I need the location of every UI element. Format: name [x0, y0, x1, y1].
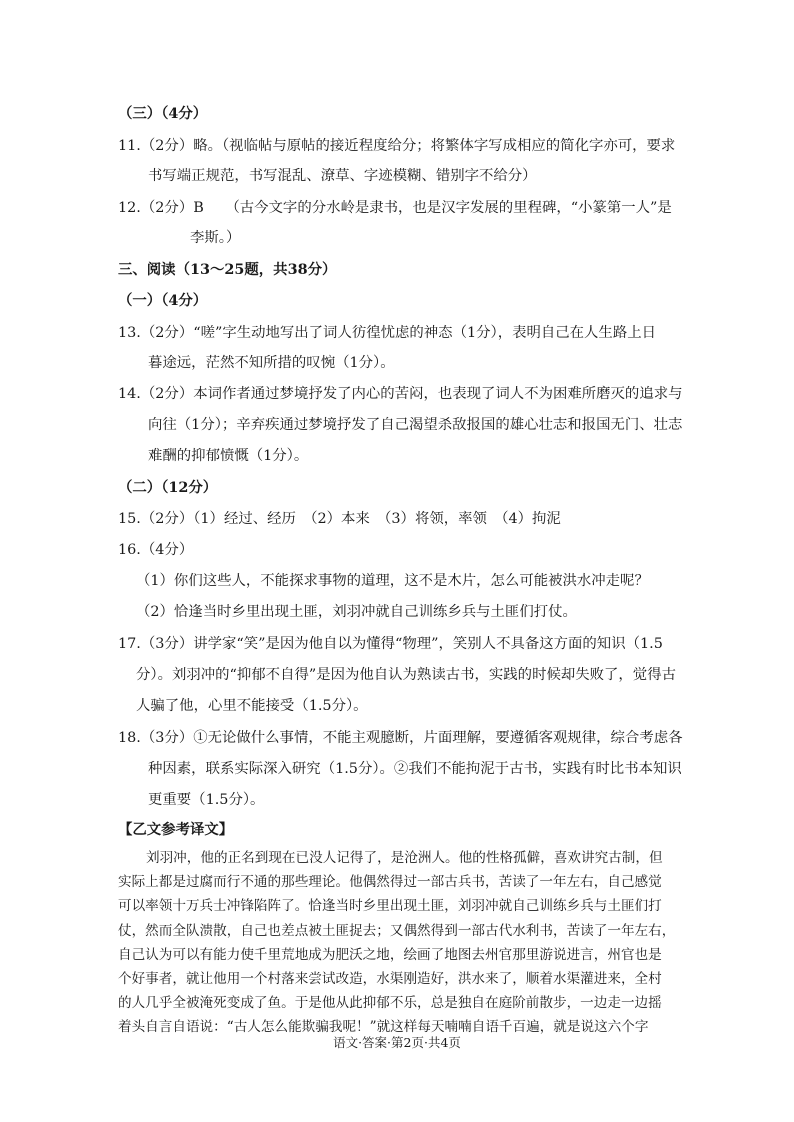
translation-header: 【乙文参考译文】: [118, 821, 234, 838]
q17-line-2: 分）。刘羽冲的“抑郁不自得”是因为他自认为熟读古书，实践的时候却失败了，觉得古: [136, 667, 676, 683]
section-3-header: （三）（4分）: [118, 105, 208, 122]
part-3-header: 三、阅读（13～25题，共38分）: [118, 261, 337, 278]
subsection-2-header: （二）（12分）: [118, 479, 218, 496]
q16-answer-2: （2）恰逢当时乡里出现土匪，刘羽冲就自己训练乡兵与土匪们打仗。: [136, 604, 577, 620]
q14-line-1: 14.（2分）本词作者通过梦境抒发了内心的苦闷，也表现了词人不为困难所磨灭的追求与: [118, 386, 683, 402]
q18-line-2: 种因素，联系实际深入研究（1.5分）。②我们不能拘泥于古书，实践有时比书本知识: [148, 761, 682, 777]
translation-line: 可以率领十万兵士冲锋陷阵了。恰逢当时乡里出现土匪，刘羽冲就自己训练乡兵与土匪们打: [118, 898, 662, 915]
q13-line-1: 13.（2分）“嗟”字生动地写出了词人彷徨忧虑的神态（1分），表明自己在人生路上日: [118, 325, 656, 341]
q16-answer-1: （1）你们这些人，不能探求事物的道理，这不是木片，怎么可能被洪水冲走呢？: [136, 573, 649, 589]
q15-line: 15.（2分）（1）经过、经历 （2）本来 （3）将领，率领 （4）拘泥: [118, 511, 561, 527]
translation-line: 着头自言自语说：“古人怎么能欺骗我呢！”就这样每天喃喃自语千百遍，就是说这六个字: [118, 1019, 649, 1036]
q18-line-3: 更重要（1.5分）。: [148, 792, 265, 808]
subsection-1-header: （一）（4分）: [118, 292, 208, 309]
q14-line-3: 难酬的抑郁愤慨（1分）。: [148, 448, 309, 464]
q17-line-1: 17.（3分）讲学家“笑”是因为他自以为懂得“物理”，笑别人不具备这方面的知识（1.5: [118, 636, 663, 652]
page-footer: 语文·答案·第2页·共4页: [333, 1035, 461, 1050]
q12-line-2: 李斯。）: [190, 230, 241, 246]
q13-line-2: 暮途远，茫然不知所措的叹惋（1分）。: [148, 355, 395, 371]
translation-line: 仗，然而全队溃散，自己也差点被土匪捉去；又偶然得到一部古代水利书，苦读了一年左右，: [118, 922, 676, 939]
translation-line: 个好事者，就让他用一个村落来尝试改造，水渠刚造好，洪水来了，顺着水渠灌进来，全村: [118, 971, 662, 988]
q11-line-1: 11.（2分）略。（视临帖与原帖的接近程度给分；将繁体字写成相应的简化字亦可，要求: [118, 138, 676, 154]
translation-line: 实际上都是过腐而行不通的那些理论。他偶然得过一部古兵书，苦读了一年左右，自己感觉: [118, 874, 662, 891]
q18-line-1: 18.（3分）①无论做什么事情，不能主观臆断，片面理解，要遵循客观规律，综合考虑各: [118, 730, 683, 746]
q11-line-2: 书写端正规范，书写混乱、潦草、字迹模糊、错别字不给分）: [148, 168, 537, 184]
q12-line-1: 12.（2分）B （古今文字的分水岭是隶书，也是汉字发展的里程碑，“小篆第一人”是: [118, 200, 672, 216]
translation-line: 自己认为可以有能力使千里荒地成为肥沃之地，绘画了地图去州官那里游说进言，州官也是: [118, 946, 662, 963]
q17-line-3: 人骗了他，心里不能接受（1.5分）。: [136, 698, 368, 714]
translation-body: [118, 846, 678, 1040]
q16-line: 16.（4分）: [118, 542, 194, 558]
q14-line-2: 向往（1分）；辛弃疾通过梦境抒发了自己渴望杀敌报国的雄心壮志和报国无门、壮志: [148, 417, 683, 433]
translation-line: 的人几乎全被淹死变成了鱼。于是他从此抑郁不乐，总是独自在庭阶前散步，一边走一边摇: [118, 995, 662, 1012]
translation-line: 刘羽冲，他的正名到现在已没人记得了，是沧洲人。他的性格孤僻，喜欢讲究古制，但: [146, 850, 663, 866]
